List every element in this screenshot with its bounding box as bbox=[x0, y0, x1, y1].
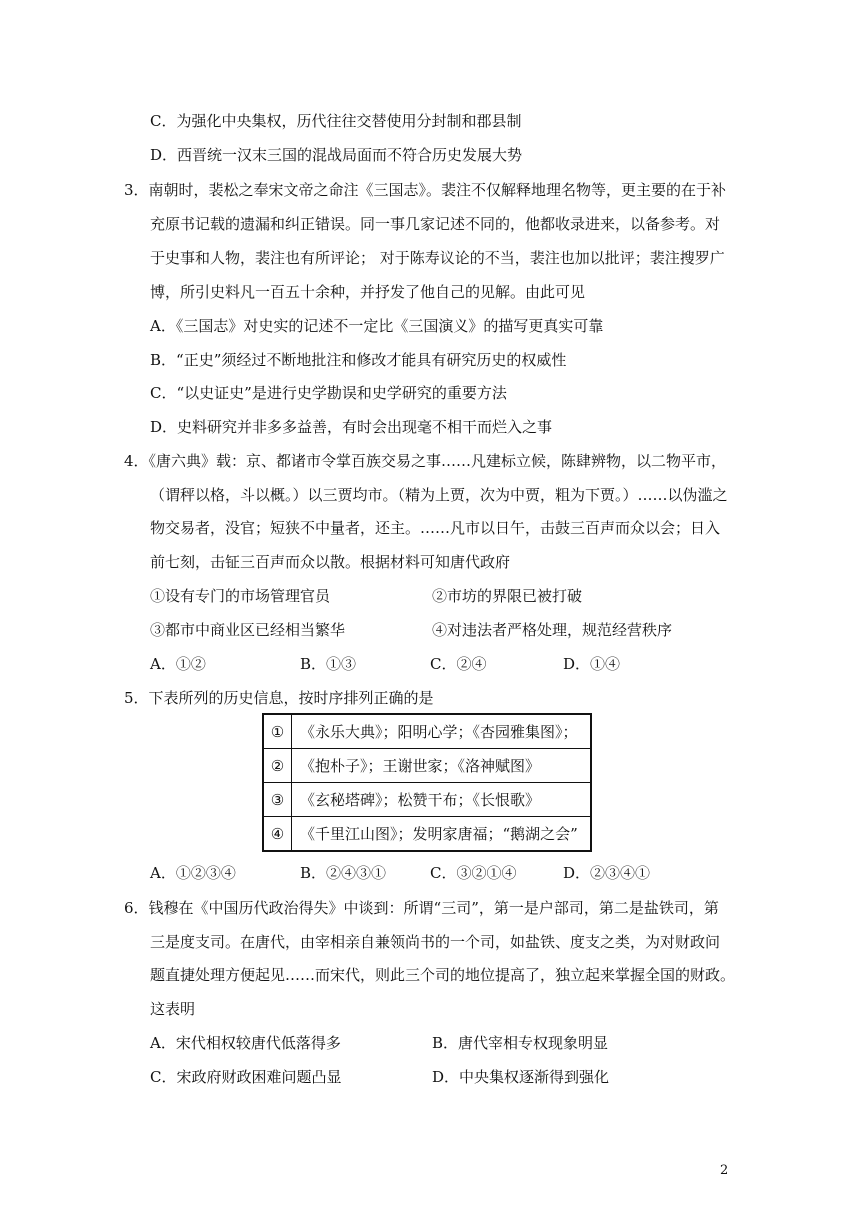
q4-option-c: C．②④ bbox=[430, 655, 487, 673]
table-cell-number: ① bbox=[263, 714, 292, 749]
q6-option-c: C．宋政府财政困难问题凸显 bbox=[150, 1068, 342, 1086]
q5-stem: 5．下表所列的历史信息，按时序排列正确的是 bbox=[124, 689, 434, 707]
q4-statement-1: ①设有专门的市场管理官员 bbox=[150, 587, 331, 605]
q5-option-b: B．②④③① bbox=[300, 864, 387, 882]
q6-option-b: B．唐代宰相专权现象明显 bbox=[432, 1034, 609, 1052]
table-cell-number: ③ bbox=[263, 783, 292, 817]
q4-stem-line-4: 前七刻，击钲三百声而众以散。根据材料可知唐代政府 bbox=[150, 553, 511, 571]
q3-option-c: C．“以史证史”是进行史学勘误和史学研究的重要方法 bbox=[150, 384, 507, 402]
table-cell-text: 《千里江山图》；发明家唐福；“鹅湖之会” bbox=[292, 817, 592, 852]
q3-stem-line-4: 博，所引史料凡一百五十余种，并抒发了他自己的见解。由此可见 bbox=[150, 283, 586, 301]
q2-option-c: C．为强化中央集权，历代往往交替使用分封制和郡县制 bbox=[150, 112, 522, 130]
q3-stem-line-2: 充原书记载的遗漏和纠正错误。同一事几家记述不同的，他都收录进来，以备参考。对 bbox=[150, 215, 721, 233]
q3-stem-line-3: 于史事和人物，裴注也有所评论； 对于陈寿议论的不当，裴注也加以批评；裴注搜罗广 bbox=[150, 249, 725, 267]
table-cell-number: ② bbox=[263, 749, 292, 783]
q4-option-b: B．①③ bbox=[300, 655, 357, 673]
q5-option-d: D．②③④① bbox=[563, 864, 651, 882]
q4-option-d: D．①④ bbox=[563, 655, 621, 673]
table-cell-text: 《永乐大典》；阳明心学；《杏园雅集图》； bbox=[292, 714, 592, 749]
history-info-table bbox=[262, 713, 592, 852]
q4-option-a: A．①② bbox=[150, 655, 206, 673]
q4-stem-line-3: 物交易者，没官；短狭不中量者，还主。……凡市以日午，击鼓三百声而众以会；日入 bbox=[150, 519, 721, 537]
q6-option-d: D．中央集权逐渐得到强化 bbox=[432, 1068, 610, 1086]
q3-option-b: B．“正史”须经过不断地批注和修改才能具有研究历史的权威性 bbox=[150, 351, 567, 369]
q6-stem-line-3: 题直捷处理方便起见……而宋代，则此三个司的地位提高了，独立起来掌握全国的财政。 bbox=[150, 966, 736, 984]
q4-statement-2: ②市坊的界限已被打破 bbox=[432, 587, 583, 605]
q6-stem-line-2: 三是度支司。在唐代，由宰相亲自兼领尚书的一个司，如盐铁、度支之类，为对财政问 bbox=[150, 933, 721, 951]
q5-option-a: A．①②③④ bbox=[150, 864, 236, 882]
table-cell-text: 《抱朴子》；王谢世家；《洛神赋图》 bbox=[292, 749, 592, 783]
q6-stem-line-1: 6．钱穆在《中国历代政治得失》中谈到：所谓“三司”，第一是户部司，第二是盐铁司，第 bbox=[124, 899, 719, 917]
q4-statement-3: ③都市中商业区已经相当繁华 bbox=[150, 621, 346, 639]
q3-option-d: D．史料研究并非多多益善，有时会出现毫不相干而烂入之事 bbox=[150, 418, 553, 436]
q2-option-d: D．西晋统一汉末三国的混战局面而不符合历史发展大势 bbox=[150, 146, 523, 164]
q5-option-c: C．③②①④ bbox=[430, 864, 517, 882]
page-number: 2 bbox=[720, 1163, 729, 1178]
q4-stem-line-2: （谓秤以格，斗以概。）以三贾均市。（精为上贾，次为中贾，粗为下贾。）……以伪滥之 bbox=[150, 486, 728, 504]
table-row bbox=[263, 817, 591, 852]
q6-stem-line-4: 这表明 bbox=[150, 1000, 196, 1018]
q3-option-a: A．《三国志》对史实的记述不一定比《三国演义》的描写更真实可靠 bbox=[150, 317, 604, 335]
table-row bbox=[263, 783, 591, 817]
q4-stem-line-1: 4．《唐六典》载：京、都诸市令掌百族交易之事……凡建标立候，陈肆辨物，以二物平市， bbox=[124, 452, 727, 470]
table-cell-text: 《玄秘塔碑》；松赞干布；《长恨歌》 bbox=[292, 783, 592, 817]
q3-stem-line-1: 3．南朝时，裴松之奉宋文帝之命注《三国志》。裴注不仅解释地理名物等，更主要的在于补 bbox=[124, 181, 727, 199]
table-cell-number: ④ bbox=[263, 817, 292, 852]
q6-option-a: A．宋代相权较唐代低落得多 bbox=[150, 1034, 341, 1052]
table-row bbox=[263, 714, 591, 749]
table-row bbox=[263, 749, 591, 783]
q4-statement-4: ④对违法者严格处理，规范经营秩序 bbox=[432, 621, 673, 639]
